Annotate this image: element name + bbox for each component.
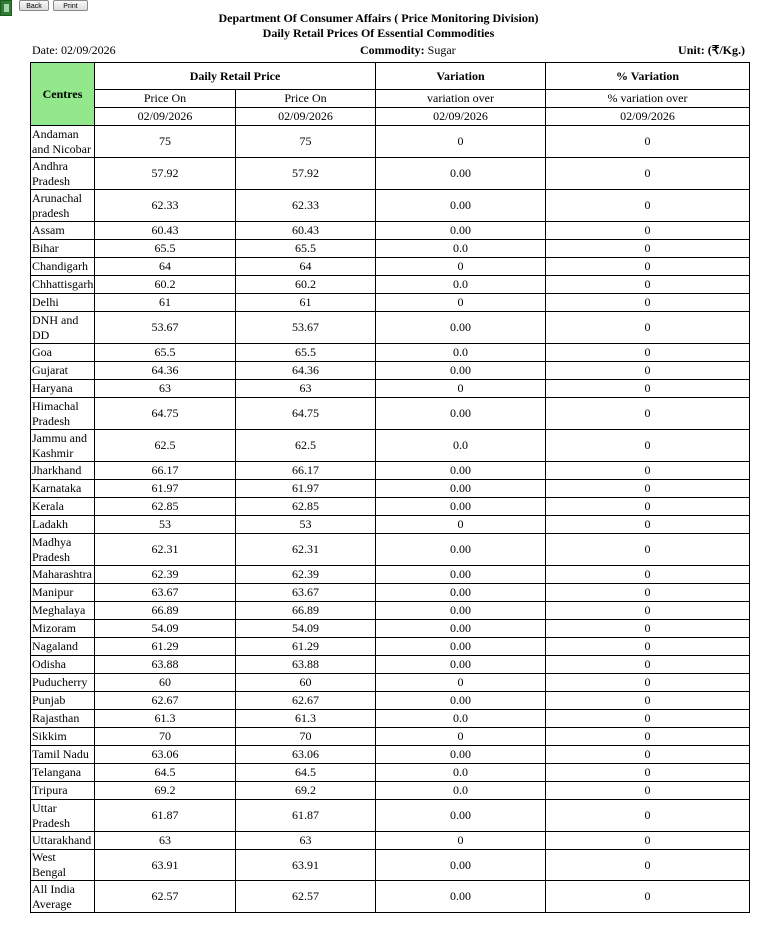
cell-variation: 0.0 <box>376 240 546 258</box>
cell-price-2: 63.06 <box>236 746 376 764</box>
commodity-label: Commodity: <box>360 43 425 57</box>
cell-centre: Tamil Nadu <box>31 746 95 764</box>
cell-pct-variation: 0 <box>546 430 750 462</box>
cell-centre: DNH and DD <box>31 312 95 344</box>
cell-price-1: 62.85 <box>95 498 236 516</box>
cell-price-1: 62.67 <box>95 692 236 710</box>
commodity-value: Sugar <box>427 43 456 57</box>
cell-centre: Chhattisgarh <box>31 276 95 294</box>
cell-price-2: 60 <box>236 674 376 692</box>
cell-pct-variation: 0 <box>546 480 750 498</box>
table-row <box>31 728 750 746</box>
cell-price-2: 53.67 <box>236 312 376 344</box>
col-header-daily-retail-price: Daily Retail Price <box>95 63 376 90</box>
cell-price-1: 64.36 <box>95 362 236 380</box>
table-row <box>31 480 750 498</box>
cell-centre: Telangana <box>31 764 95 782</box>
cell-centre: Rajasthan <box>31 710 95 728</box>
cell-variation: 0.00 <box>376 800 546 832</box>
cell-variation: 0 <box>376 674 546 692</box>
cell-variation: 0.00 <box>376 312 546 344</box>
cell-variation: 0.00 <box>376 850 546 881</box>
cell-centre: Chandigarh <box>31 258 95 276</box>
cell-variation: 0.0 <box>376 276 546 294</box>
cell-price-2: 62.33 <box>236 190 376 222</box>
table-row <box>31 782 750 800</box>
table-row <box>31 638 750 656</box>
cell-price-2: 61.97 <box>236 480 376 498</box>
cell-price-2: 62.31 <box>236 534 376 566</box>
table-row <box>31 362 750 380</box>
cell-price-1: 62.5 <box>95 430 236 462</box>
cell-price-2: 63 <box>236 380 376 398</box>
cell-price-1: 60 <box>95 674 236 692</box>
cell-pct-variation: 0 <box>546 728 750 746</box>
cell-pct-variation: 0 <box>546 462 750 480</box>
cell-price-1: 61 <box>95 294 236 312</box>
sub-header-variation-over: variation over <box>376 90 546 108</box>
print-button[interactable]: Print <box>53 0 88 11</box>
cell-price-1: 63.91 <box>95 850 236 881</box>
cell-price-1: 69.2 <box>95 782 236 800</box>
cell-variation: 0.0 <box>376 782 546 800</box>
cell-variation: 0.00 <box>376 534 546 566</box>
sub-header-date-1: 02/09/2026 <box>95 108 236 126</box>
cell-price-1: 57.92 <box>95 158 236 190</box>
cell-variation: 0.00 <box>376 881 546 913</box>
table-row <box>31 498 750 516</box>
cell-pct-variation: 0 <box>546 126 750 158</box>
table-row <box>31 692 750 710</box>
cell-variation: 0.00 <box>376 692 546 710</box>
table-row <box>31 850 750 881</box>
cell-centre: Andaman and Nicobar <box>31 126 95 158</box>
cell-variation: 0.00 <box>376 656 546 674</box>
cell-price-1: 63.06 <box>95 746 236 764</box>
cell-price-2: 62.57 <box>236 881 376 913</box>
table-row <box>31 516 750 534</box>
cell-centre: Delhi <box>31 294 95 312</box>
cell-price-1: 62.57 <box>95 881 236 913</box>
cell-price-1: 60.43 <box>95 222 236 240</box>
cell-price-1: 61.97 <box>95 480 236 498</box>
sub-header-pct-variation-over: % variation over <box>546 90 750 108</box>
cell-variation: 0.00 <box>376 222 546 240</box>
cell-pct-variation: 0 <box>546 362 750 380</box>
col-header-pct-variation: % Variation <box>546 63 750 90</box>
report-date: Date: 02/09/2026 <box>32 43 116 57</box>
cell-variation: 0.00 <box>376 498 546 516</box>
cell-variation: 0.00 <box>376 362 546 380</box>
cell-variation: 0.00 <box>376 620 546 638</box>
table-row <box>31 344 750 362</box>
sub-header-price-on-1: Price On <box>95 90 236 108</box>
cell-centre: Tripura <box>31 782 95 800</box>
cell-price-2: 65.5 <box>236 240 376 258</box>
cell-price-2: 60.43 <box>236 222 376 240</box>
table-row <box>31 190 750 222</box>
cell-pct-variation: 0 <box>546 258 750 276</box>
page-subtitle: Daily Retail Prices Of Essential Commodities <box>262 26 495 40</box>
cell-variation: 0.00 <box>376 480 546 498</box>
cell-pct-variation: 0 <box>546 222 750 240</box>
cell-pct-variation: 0 <box>546 656 750 674</box>
col-header-variation: Variation <box>376 63 546 90</box>
cell-centre: Madhya Pradesh <box>31 534 95 566</box>
table-row <box>31 656 750 674</box>
cell-centre: Kerala <box>31 498 95 516</box>
table-row <box>31 534 750 566</box>
cell-variation: 0 <box>376 728 546 746</box>
cell-price-1: 65.5 <box>95 240 236 258</box>
cell-price-2: 64.5 <box>236 764 376 782</box>
cell-price-1: 61.29 <box>95 638 236 656</box>
col-header-centres: Centres <box>31 63 95 126</box>
commodity <box>360 43 456 58</box>
cell-variation: 0.0 <box>376 764 546 782</box>
cell-centre: Odisha <box>31 656 95 674</box>
table-body <box>31 126 750 913</box>
cell-price-1: 75 <box>95 126 236 158</box>
cell-centre: Karnataka <box>31 480 95 498</box>
cell-price-2: 53 <box>236 516 376 534</box>
table-row <box>31 746 750 764</box>
cell-price-1: 62.39 <box>95 566 236 584</box>
cell-centre: Andhra Pradesh <box>31 158 95 190</box>
cell-pct-variation: 0 <box>546 294 750 312</box>
table-row <box>31 462 750 480</box>
cell-variation: 0.00 <box>376 584 546 602</box>
table-row <box>31 881 750 913</box>
cell-pct-variation: 0 <box>546 190 750 222</box>
cell-price-2: 57.92 <box>236 158 376 190</box>
table-row <box>31 258 750 276</box>
cell-variation: 0 <box>376 380 546 398</box>
cell-pct-variation: 0 <box>546 516 750 534</box>
table-row <box>31 674 750 692</box>
cell-pct-variation: 0 <box>546 881 750 913</box>
cell-price-2: 63.88 <box>236 656 376 674</box>
cell-pct-variation: 0 <box>546 602 750 620</box>
table-row <box>31 584 750 602</box>
cell-variation: 0.00 <box>376 566 546 584</box>
back-button[interactable]: Back <box>19 0 49 11</box>
cell-centre: Assam <box>31 222 95 240</box>
cell-price-2: 61.3 <box>236 710 376 728</box>
cell-price-1: 64.75 <box>95 398 236 430</box>
cell-pct-variation: 0 <box>546 534 750 566</box>
cell-pct-variation: 0 <box>546 832 750 850</box>
cell-variation: 0.00 <box>376 746 546 764</box>
sub-header-date-3: 02/09/2026 <box>376 108 546 126</box>
cell-price-1: 63.88 <box>95 656 236 674</box>
cell-centre: Punjab <box>31 692 95 710</box>
cell-price-2: 64.36 <box>236 362 376 380</box>
price-table <box>30 62 750 913</box>
cell-price-2: 63.67 <box>236 584 376 602</box>
cell-price-2: 66.17 <box>236 462 376 480</box>
cell-pct-variation: 0 <box>546 380 750 398</box>
table-row <box>31 276 750 294</box>
cell-pct-variation: 0 <box>546 782 750 800</box>
cell-variation: 0.00 <box>376 602 546 620</box>
table-row <box>31 222 750 240</box>
table-row <box>31 430 750 462</box>
cell-variation: 0 <box>376 126 546 158</box>
cell-price-1: 61.3 <box>95 710 236 728</box>
cell-price-1: 65.5 <box>95 344 236 362</box>
table-row <box>31 620 750 638</box>
cell-pct-variation: 0 <box>546 850 750 881</box>
table-row <box>31 800 750 832</box>
cell-pct-variation: 0 <box>546 764 750 782</box>
cell-price-1: 63 <box>95 832 236 850</box>
cell-price-1: 62.31 <box>95 534 236 566</box>
cell-price-1: 54.09 <box>95 620 236 638</box>
cell-pct-variation: 0 <box>546 584 750 602</box>
table-row <box>31 240 750 258</box>
table-row <box>31 312 750 344</box>
cell-pct-variation: 0 <box>546 398 750 430</box>
cell-pct-variation: 0 <box>546 240 750 258</box>
sub-header-date-2: 02/09/2026 <box>236 108 376 126</box>
cell-variation: 0.00 <box>376 190 546 222</box>
cell-centre: Nagaland <box>31 638 95 656</box>
table-row <box>31 832 750 850</box>
cell-centre: Bihar <box>31 240 95 258</box>
cell-pct-variation: 0 <box>546 276 750 294</box>
cell-pct-variation: 0 <box>546 344 750 362</box>
page-title: Department Of Consumer Affairs ( Price Monitoring Division) <box>218 11 539 25</box>
cell-centre: Uttarakhand <box>31 832 95 850</box>
table-row <box>31 294 750 312</box>
cell-pct-variation: 0 <box>546 674 750 692</box>
cell-price-2: 64 <box>236 258 376 276</box>
cell-price-1: 64 <box>95 258 236 276</box>
cell-centre: Uttar Pradesh <box>31 800 95 832</box>
cell-pct-variation: 0 <box>546 158 750 190</box>
cell-centre: Puducherry <box>31 674 95 692</box>
cell-pct-variation: 0 <box>546 498 750 516</box>
cell-variation: 0.00 <box>376 462 546 480</box>
cell-price-2: 69.2 <box>236 782 376 800</box>
table-row <box>31 566 750 584</box>
cell-price-1: 60.2 <box>95 276 236 294</box>
cell-variation: 0.0 <box>376 344 546 362</box>
cell-variation: 0.00 <box>376 398 546 430</box>
cell-centre: Manipur <box>31 584 95 602</box>
table-row <box>31 764 750 782</box>
cell-price-2: 63.91 <box>236 850 376 881</box>
cell-price-2: 61.29 <box>236 638 376 656</box>
cell-centre: All India Average <box>31 881 95 913</box>
cell-price-2: 62.39 <box>236 566 376 584</box>
cell-price-2: 70 <box>236 728 376 746</box>
cell-variation: 0.0 <box>376 710 546 728</box>
cell-price-1: 70 <box>95 728 236 746</box>
cell-variation: 0 <box>376 516 546 534</box>
cell-price-2: 54.09 <box>236 620 376 638</box>
cell-price-2: 75 <box>236 126 376 158</box>
cell-price-1: 66.17 <box>95 462 236 480</box>
cell-price-1: 61.87 <box>95 800 236 832</box>
cell-centre: Jharkhand <box>31 462 95 480</box>
cell-pct-variation: 0 <box>546 710 750 728</box>
cell-centre: Maharashtra <box>31 566 95 584</box>
sub-header-price-on-2: Price On <box>236 90 376 108</box>
cell-price-1: 62.33 <box>95 190 236 222</box>
cell-pct-variation: 0 <box>546 312 750 344</box>
cell-variation: 0 <box>376 294 546 312</box>
cell-pct-variation: 0 <box>546 638 750 656</box>
cell-centre: Gujarat <box>31 362 95 380</box>
cell-centre: Himachal Pradesh <box>31 398 95 430</box>
table-row <box>31 126 750 158</box>
cell-centre: Mizoram <box>31 620 95 638</box>
cell-centre: Meghalaya <box>31 602 95 620</box>
cell-price-1: 64.5 <box>95 764 236 782</box>
cell-price-2: 66.89 <box>236 602 376 620</box>
cell-price-2: 62.85 <box>236 498 376 516</box>
table-row <box>31 602 750 620</box>
cell-price-2: 62.5 <box>236 430 376 462</box>
cell-price-1: 66.89 <box>95 602 236 620</box>
cell-variation: 0.00 <box>376 638 546 656</box>
cell-centre: Goa <box>31 344 95 362</box>
cell-price-2: 65.5 <box>236 344 376 362</box>
cell-centre: Jammu and Kashmir <box>31 430 95 462</box>
cell-pct-variation: 0 <box>546 692 750 710</box>
cell-pct-variation: 0 <box>546 746 750 764</box>
cell-price-2: 61 <box>236 294 376 312</box>
cell-price-1: 63.67 <box>95 584 236 602</box>
cell-centre: West Bengal <box>31 850 95 881</box>
cell-pct-variation: 0 <box>546 620 750 638</box>
sub-header-date-4: 02/09/2026 <box>546 108 750 126</box>
table-row <box>31 158 750 190</box>
cell-price-2: 61.87 <box>236 800 376 832</box>
cell-centre: Arunachal pradesh <box>31 190 95 222</box>
cell-centre: Sikkim <box>31 728 95 746</box>
cell-variation: 0.00 <box>376 158 546 190</box>
cell-variation: 0 <box>376 258 546 276</box>
cell-price-1: 63 <box>95 380 236 398</box>
cell-pct-variation: 0 <box>546 800 750 832</box>
cell-price-2: 60.2 <box>236 276 376 294</box>
cell-price-2: 63 <box>236 832 376 850</box>
cell-centre: Ladakh <box>31 516 95 534</box>
unit-label: Unit: (₹/Kg.) <box>678 43 745 57</box>
cell-centre: Haryana <box>31 380 95 398</box>
cell-price-2: 62.67 <box>236 692 376 710</box>
cell-price-2: 64.75 <box>236 398 376 430</box>
table-row <box>31 710 750 728</box>
cell-pct-variation: 0 <box>546 566 750 584</box>
table-row <box>31 398 750 430</box>
table-row <box>31 380 750 398</box>
cell-variation: 0 <box>376 832 546 850</box>
cell-variation: 0.0 <box>376 430 546 462</box>
cell-price-1: 53 <box>95 516 236 534</box>
cell-price-1: 53.67 <box>95 312 236 344</box>
